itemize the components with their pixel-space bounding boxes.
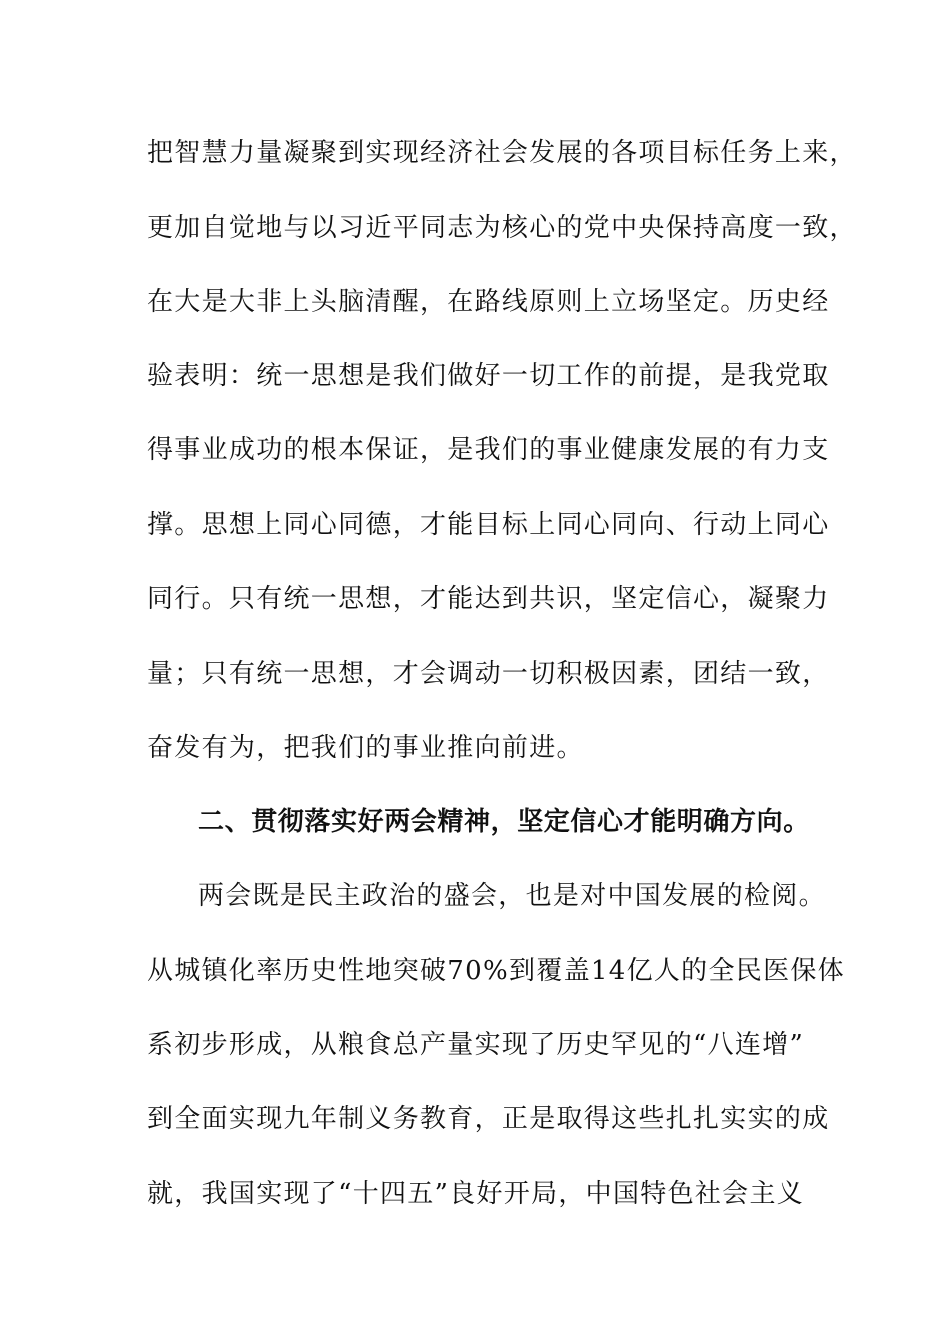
body-line: 两会既是民主政治的盛会，也是对中国发展的检阅。 [198, 881, 826, 911]
body-line: 撑。思想上同心同德，才能目标上同心同向、行动上同心 [147, 510, 830, 540]
body-line: 在大是大非上头脑清醒，在路线原则上立场坚定。历史经 [147, 287, 830, 317]
body-line: 从城镇化率历史性地突破70%到覆盖14亿人的全民医保体 [147, 956, 845, 986]
body-line: 同行。只有统一思想，才能达到共识，坚定信心，凝聚力 [147, 584, 830, 614]
body-line: 把智慧力量凝聚到实现经济社会发展的各项目标任务上来， [147, 138, 857, 168]
body-line: 奋发有为，把我们的事业推向前进。 [147, 733, 584, 763]
body-line: 验表明：统一思想是我们做好一切工作的前提，是我党取 [147, 361, 830, 391]
body-line: 量；只有统一思想，才会调动一切积极因素，团结一致， [147, 659, 830, 689]
section-heading: 二、贯彻落实好两会精神，坚定信心才能明确方向。 [198, 807, 810, 837]
body-line: 到全面实现九年制义务教育，正是取得这些扎扎实实的成 [147, 1104, 830, 1134]
body-line: 更加自觉地与以习近平同志为核心的党中央保持高度一致， [147, 213, 857, 243]
body-line: 系初步形成，从粮食总产量实现了历史罕见的“八连增” [147, 1030, 805, 1060]
body-line: 就，我国实现了“十四五”良好开局，中国特色社会主义 [147, 1179, 805, 1209]
body-line: 得事业成功的根本保证，是我们的事业健康发展的有力支 [147, 435, 830, 465]
